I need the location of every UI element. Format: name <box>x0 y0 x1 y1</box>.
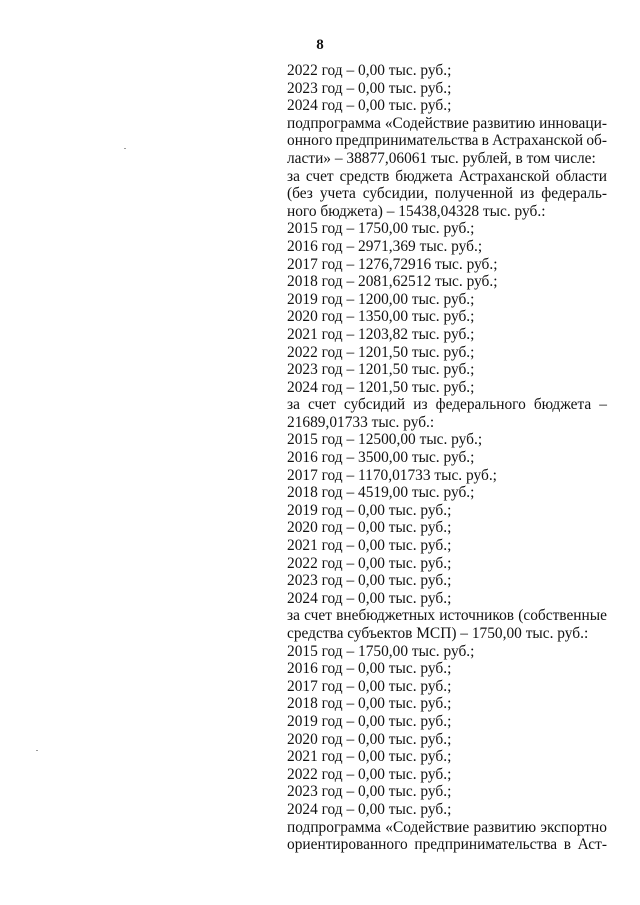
text-line: 2023 год – 0,00 тыс. руб.; <box>287 572 452 590</box>
document-text-column <box>287 62 607 854</box>
word: федераль- <box>541 185 607 203</box>
word: субсидии, <box>362 185 428 203</box>
word: за <box>287 607 300 625</box>
scan-speck <box>124 148 126 149</box>
word: федерального <box>435 396 526 414</box>
text-line <box>287 607 607 625</box>
text-line: 2021 год – 0,00 тыс. руб.; <box>287 537 452 555</box>
text-line: 2021 год – 0,00 тыс. руб.; <box>287 748 452 766</box>
text-line: 2023 год – 0,00 тыс. руб.; <box>287 783 452 801</box>
word: в <box>481 132 489 150</box>
text-line: ного бюджета) – 15438,04328 тыс. руб.: <box>287 202 546 220</box>
word: средств <box>339 167 390 185</box>
word: подпрограмма <box>287 114 381 132</box>
word: подпрограмма <box>287 818 381 836</box>
text-line: 21689,01733 тыс. руб.: <box>287 413 435 431</box>
word: Астраханской <box>458 167 550 185</box>
word: за <box>287 167 300 185</box>
text-line: 2024 год – 1201,50 тыс. руб.; <box>287 378 475 396</box>
word: внебюджетных <box>336 607 436 625</box>
text-line: 2017 год – 1276,72916 тыс. руб.; <box>287 255 498 273</box>
text-line: 2016 год – 2971,369 тыс. руб.; <box>287 237 483 255</box>
text-line: 2019 год – 1200,00 тыс. руб.; <box>287 290 475 308</box>
text-line: 2018 год – 2081,62512 тыс. руб.; <box>287 273 498 291</box>
word: «Содействие <box>385 818 470 836</box>
text-line: средства субъектов МСП) – 1750,00 тыс. руб.: <box>287 625 589 642</box>
word: полученной <box>434 185 513 203</box>
text-line: 2016 год – 3500,00 тыс. руб.; <box>287 449 475 467</box>
word: Аст- <box>577 836 607 854</box>
text-line: 2015 год – 1750,00 тыс. руб.; <box>287 642 475 660</box>
word: учета <box>319 185 356 203</box>
text-line: 2018 год – 4519,00 тыс. руб.; <box>287 484 475 502</box>
word: в <box>563 836 571 854</box>
text-line: 2020 год – 1350,00 тыс. руб.; <box>287 308 475 326</box>
word: бюджета <box>533 396 592 414</box>
text-line: 2020 год – 0,00 тыс. руб.; <box>287 519 452 537</box>
word: счет <box>305 167 334 185</box>
text-line: 2022 год – 1201,50 тыс. руб.; <box>287 343 475 361</box>
word: онного <box>287 132 333 150</box>
word: (без <box>287 185 313 203</box>
word: за <box>287 396 300 414</box>
word: субсидий <box>343 396 406 414</box>
word: ориентированного <box>287 836 408 854</box>
word: бюджета <box>395 167 453 185</box>
word: из <box>519 185 535 203</box>
text-line: 2024 год – 0,00 тыс. руб.; <box>287 800 452 818</box>
word: – <box>599 396 607 414</box>
text-line: 2017 год – 0,00 тыс. руб.; <box>287 677 452 695</box>
text-line: ласти» – 38877,06061 тыс. рублей, в том числе: <box>287 149 596 167</box>
word: области <box>555 167 607 185</box>
page-number: 8 <box>316 37 324 53</box>
word: источников <box>439 607 515 625</box>
text-line: 2015 год – 12500,00 тыс. руб.; <box>287 431 483 449</box>
word: инноваци- <box>539 114 607 132</box>
text-line: 2023 год – 0,00 тыс. руб.; <box>287 79 452 97</box>
word: развитию <box>472 114 536 132</box>
text-line: 2021 год – 1203,82 тыс. руб.; <box>287 325 475 343</box>
word: из <box>413 396 428 414</box>
word: развитию <box>473 818 537 836</box>
text-line <box>287 185 607 203</box>
word: Астраханской <box>492 132 584 150</box>
word: счет <box>307 396 336 414</box>
text-line: 2024 год – 0,00 тыс. руб.; <box>287 97 452 115</box>
word: счет <box>304 607 332 625</box>
text-line <box>287 168 607 186</box>
word: экспортно <box>540 818 607 836</box>
word: «Содействие <box>384 114 469 132</box>
text-line <box>287 819 607 837</box>
word: (собственные <box>518 607 607 625</box>
text-line: 2022 год – 0,00 тыс. руб.; <box>287 62 452 79</box>
word: предпринимательства <box>414 836 558 854</box>
word: предпринимательства <box>335 132 479 150</box>
scan-speck <box>36 750 38 751</box>
text-line <box>287 115 607 133</box>
text-line <box>287 836 607 854</box>
text-line: 2023 год – 1201,50 тыс. руб.; <box>287 361 475 379</box>
text-line: 2022 год – 0,00 тыс. руб.; <box>287 765 452 783</box>
text-line: 2016 год – 0,00 тыс. руб.; <box>287 660 452 678</box>
text-line: 2024 год – 0,00 тыс. руб.; <box>287 589 452 607</box>
word: об- <box>586 132 607 150</box>
text-line: 2019 год – 0,00 тыс. руб.; <box>287 501 452 519</box>
text-line: 2017 год – 1170,01733 тыс. руб.; <box>287 466 497 484</box>
text-line: 2019 год – 0,00 тыс. руб.; <box>287 712 452 730</box>
text-line <box>287 396 607 414</box>
text-line: 2020 год – 0,00 тыс. руб.; <box>287 730 452 748</box>
text-line <box>287 132 607 150</box>
text-line: 2015 год – 1750,00 тыс. руб.; <box>287 220 475 238</box>
text-line: 2022 год – 0,00 тыс. руб.; <box>287 554 452 572</box>
text-line: 2018 год – 0,00 тыс. руб.; <box>287 695 452 713</box>
